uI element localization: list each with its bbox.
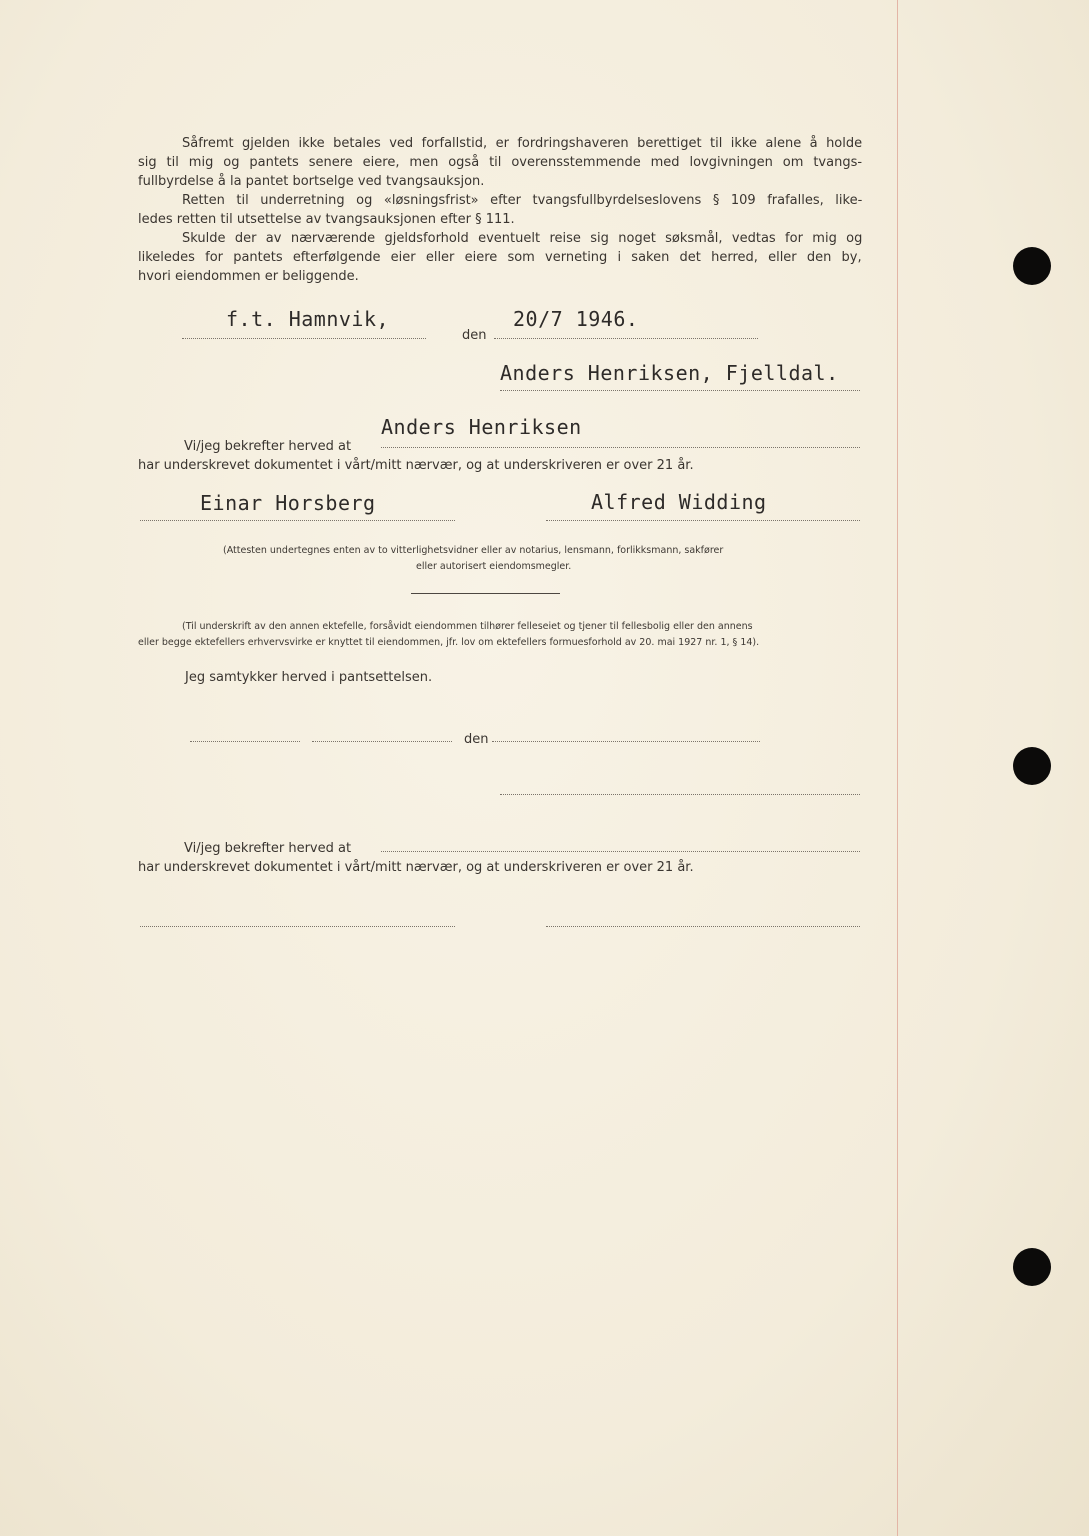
punch-hole-middle xyxy=(1013,747,1051,785)
witness-2-line xyxy=(546,520,860,521)
terms-line-6: Skulde der av nærværende gjeldsforhold eventuelt reise sig noget søksmål, vedtas for mig og xyxy=(182,231,863,246)
signing-place: f.t. Hamnvik, xyxy=(226,307,390,331)
page-edge-line xyxy=(897,0,898,1536)
witness-1-signature: Einar Horsberg xyxy=(200,491,376,515)
consent-date-line xyxy=(492,741,760,742)
attestation2-witness-1-line xyxy=(140,926,455,927)
date-line xyxy=(494,338,758,339)
separator-rule xyxy=(411,593,560,594)
attestation2-statement: har underskrevet dokumentet i vårt/mitt nærvær, og at underskriveren er over 21 år. xyxy=(138,860,694,875)
terms-line-7: likeledes for pantets efterfølgende eier eller eiere som verneting i saken det herred, eller den by, xyxy=(138,250,862,265)
confirmed-name: Anders Henriksen xyxy=(381,415,582,439)
punch-hole-top xyxy=(1013,247,1051,285)
attestation2-name-line xyxy=(381,851,860,852)
spouse-note-line-1: (Til underskrift av den annen ektefelle, forsåvidt eiendommen tilhører felleseiet og tjener til fellesbolig eller den annens xyxy=(182,621,753,632)
attestation2-confirm-label: Vi/jeg bekrefter herved at xyxy=(184,841,352,856)
terms-line-1: Såfremt gjelden ikke betales ved forfallstid, er fordringshaveren berettiget til ikke alene å holde xyxy=(182,136,863,151)
confirmed-name-line xyxy=(381,447,860,448)
terms-line-4: Retten til underretning og «løsningsfrist» efter tvangsfullbyrdelseslovens § 109 frafalles, like- xyxy=(182,193,863,208)
consent-place-line-b xyxy=(312,741,452,742)
signer-line xyxy=(500,390,860,391)
terms-line-8: hvori eiendommen er beliggende. xyxy=(138,269,359,284)
signing-date: 20/7 1946. xyxy=(513,307,639,331)
attestation-statement: har underskrevet dokumentet i vårt/mitt nærvær, og at underskriveren er over 21 år. xyxy=(138,458,694,473)
signer-name-location: Anders Henriksen, Fjelldal. xyxy=(500,361,839,385)
punch-hole-bottom xyxy=(1013,1248,1051,1286)
place-line xyxy=(182,338,426,339)
witness-1-line xyxy=(140,520,455,521)
consent-text: Jeg samtykker herved i pantsettelsen. xyxy=(185,670,433,685)
terms-line-5: ledes retten til utsettelse av tvangsauksjonen efter § 111. xyxy=(138,212,515,227)
attestation-note-line-2: eller autorisert eiendomsmegler. xyxy=(416,561,572,572)
attestation-confirm-label: Vi/jeg bekrefter herved at xyxy=(184,439,352,454)
terms-line-2: sig til mig og pantets senere eiere, men også til overensstemmende med lovgivningen om tvangs- xyxy=(138,155,863,170)
attestation-note-line-1: (Attesten undertegnes enten av to vitterlighetsvidner eller av notarius, lensmann, forlikksmann, sakfører xyxy=(223,545,724,556)
terms-line-3: fullbyrdelse å la pantet bortselge ved tvangsauksjon. xyxy=(138,174,485,189)
attestation2-witness-2-line xyxy=(546,926,860,927)
date-den-label: den xyxy=(462,328,487,343)
consent-place-line-a xyxy=(190,741,300,742)
consent-den-label: den xyxy=(464,732,489,747)
spouse-note-line-2: eller begge ektefellers erhvervsvirke er knyttet til eiendommen, jfr. lov om ektefellers formuesforhold av 20. mai 1927 nr. 1, § 14). xyxy=(138,637,760,648)
witness-2-signature: Alfred Widding xyxy=(591,490,767,514)
consent-signature-line xyxy=(500,794,860,795)
